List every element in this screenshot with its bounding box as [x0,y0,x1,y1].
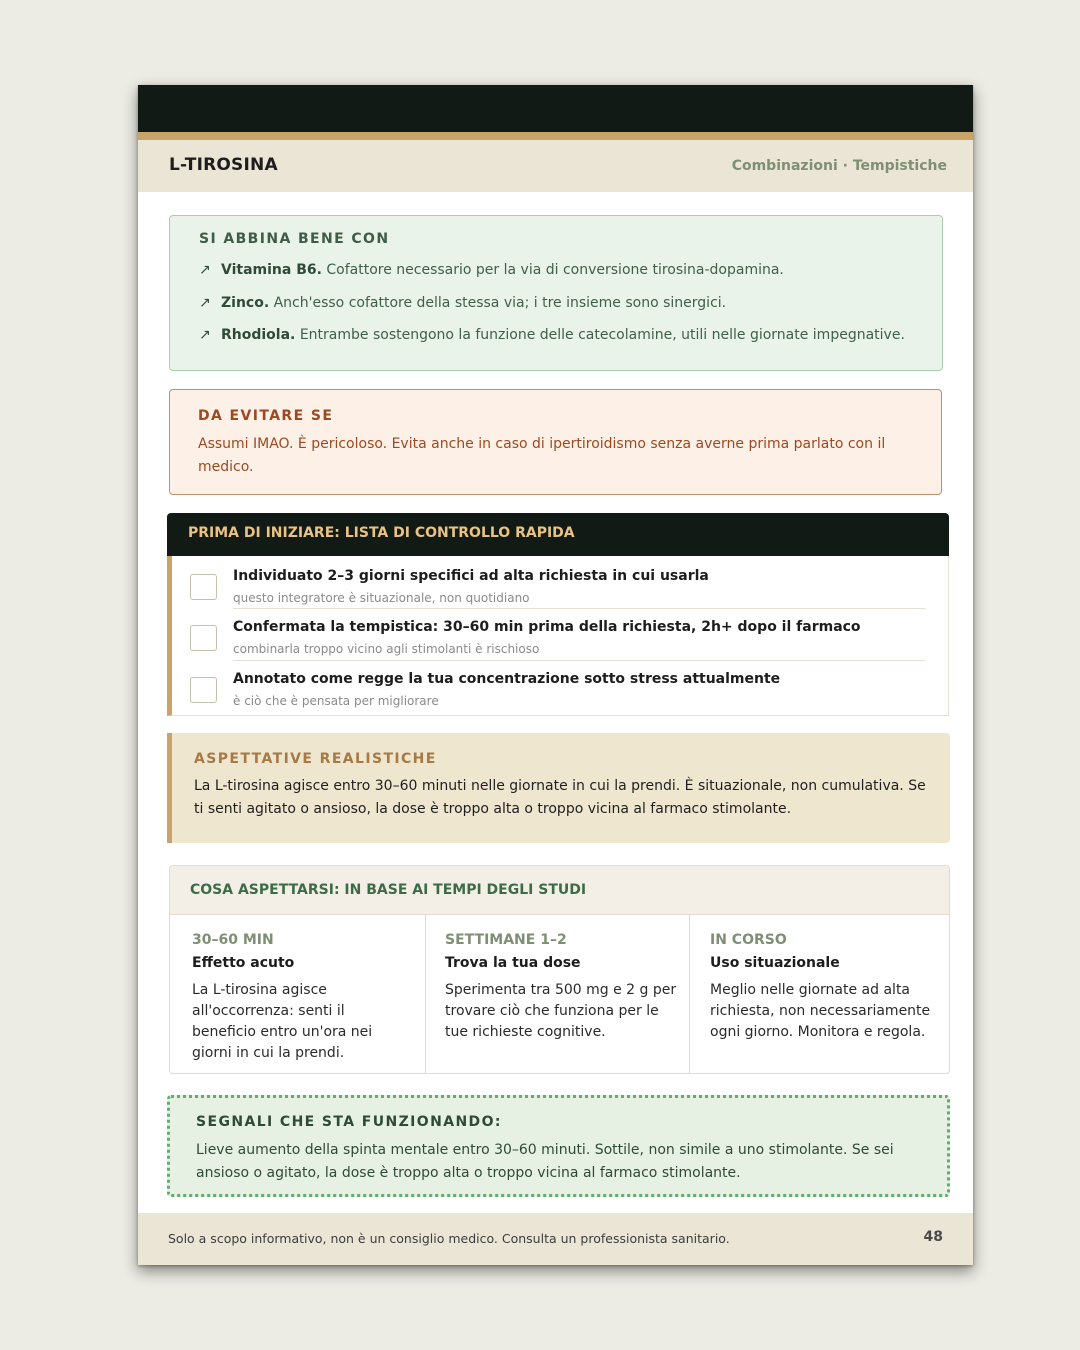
checkbox[interactable] [190,625,217,651]
timeline-when: 30–60 MIN [192,932,274,948]
checklist-item-title: Annotato come regge la tua concentrazione sotto stress attualmente [233,671,781,687]
signals-text: Lieve aumento della spinta mentale entro 30–60 minuti. Sottile, non simile a uno stimolante. Se sei ansioso o agitato, la dose è troppo alta o troppo vicina al farmaco stimolante. [196,1142,894,1181]
checklist-item-title: Confermata la tempistica: 30–60 min prima della richiesta, 2h+ dopo il farmaco [233,619,861,635]
top-dark-bar [138,85,973,132]
checkbox[interactable] [190,574,217,600]
page-title: L-TIROSINA [169,155,278,175]
avoid-text: Assumi IMAO. È pericoloso. Evita anche in caso di ipertiroidismo senza averne prima parlato con il medico. [198,436,886,475]
page-footer [138,1213,973,1265]
arrow-up-right-icon: ↗ [199,327,211,343]
signals-box [167,1095,950,1197]
checklist [167,556,949,716]
pair-name: Zinco. [221,295,270,311]
avoid-heading: DA EVITARE SE [198,408,334,424]
page-header [138,140,973,192]
avoid-box [169,389,942,495]
pair-name: Rhodiola. [221,327,296,343]
document-page [138,85,973,1265]
pairs-well-box [169,215,943,371]
checklist-item-note: combinarla troppo vicino agli stimolanti è rischioso [233,642,540,656]
checklist-item-note: è ciò che è pensata per migliorare [233,694,439,708]
divider [233,608,925,609]
divider [233,660,925,661]
pair-text: Cofattore necessario per la via di conversione tirosina-dopamina. [321,262,784,278]
timeline-table [169,865,950,1074]
timeline-column [425,915,689,1074]
pair-item [199,295,939,311]
expectations-heading: ASPETTATIVE REALISTICHE [194,751,437,767]
pair-item [199,327,939,343]
pair-text: Anch'esso cofattore della stessa via; i tre insieme sono sinergici. [269,295,727,311]
disclaimer: Solo a scopo informativo, non è un consiglio medico. Consulta un professionista sanitario. [168,1231,730,1246]
arrow-up-right-icon: ↗ [199,262,211,278]
checklist-item [172,561,949,612]
timeline-header [170,866,949,915]
arrow-up-right-icon: ↗ [199,295,211,311]
section-label: Combinazioni · Tempistiche [731,158,947,174]
expectations-box [167,733,950,843]
signals-heading: SEGNALI CHE STA FUNZIONANDO: [196,1114,502,1130]
timeline-desc: La L-tirosina agisce all'occorrenza: senti il beneficio entro un'ora nei giorni in cui la prendi. [192,982,373,1061]
pair-text: Entrambe sostengono la funzione delle catecolamine, utili nelle giornate impegnative. [295,327,905,343]
pair-name: Vitamina B6. [221,262,322,278]
timeline-what: Effetto acuto [192,955,295,971]
pair-item [199,262,939,278]
checklist-item [172,612,949,663]
page-number: 48 [923,1229,943,1245]
checklist-item [172,664,949,715]
timeline-when: SETTIMANE 1–2 [445,932,567,948]
expectations-text: La L-tirosina agisce entro 30–60 minuti nelle giornate in cui la prendi. È situazionale, non cumulativa. Se ti senti agitato o ansioso, la dose è troppo alta o troppo vicina al farmaco stimolante. [194,778,926,817]
checklist-header [167,513,949,556]
timeline-heading: COSA ASPETTARSI: IN BASE AI TEMPI DEGLI STUDI [190,882,587,898]
checklist-heading: PRIMA DI INIZIARE: LISTA DI CONTROLLO RAPIDA [188,525,575,541]
timeline-desc: Sperimenta tra 500 mg e 2 g per trovare ciò che funziona per le tue richieste cognitive. [445,982,677,1040]
timeline-what: Trova la tua dose [445,955,581,971]
timeline-what: Uso situazionale [710,955,840,971]
timeline-when: IN CORSO [710,932,787,948]
checklist-item-title: Individuato 2–3 giorni specifici ad alta richiesta in cui usarla [233,568,709,584]
checklist-item-note: questo integratore è situazionale, non quotidiano [233,591,530,605]
gold-accent-line [138,132,973,140]
timeline-desc: Meglio nelle giornate ad alta richiesta, non necessariamente ogni giorno. Monitora e regola. [710,982,931,1040]
timeline-column [689,915,950,1074]
pairs-heading: SI ABBINA BENE CON [199,231,390,247]
checkbox[interactable] [190,677,217,703]
timeline-column [170,915,425,1074]
